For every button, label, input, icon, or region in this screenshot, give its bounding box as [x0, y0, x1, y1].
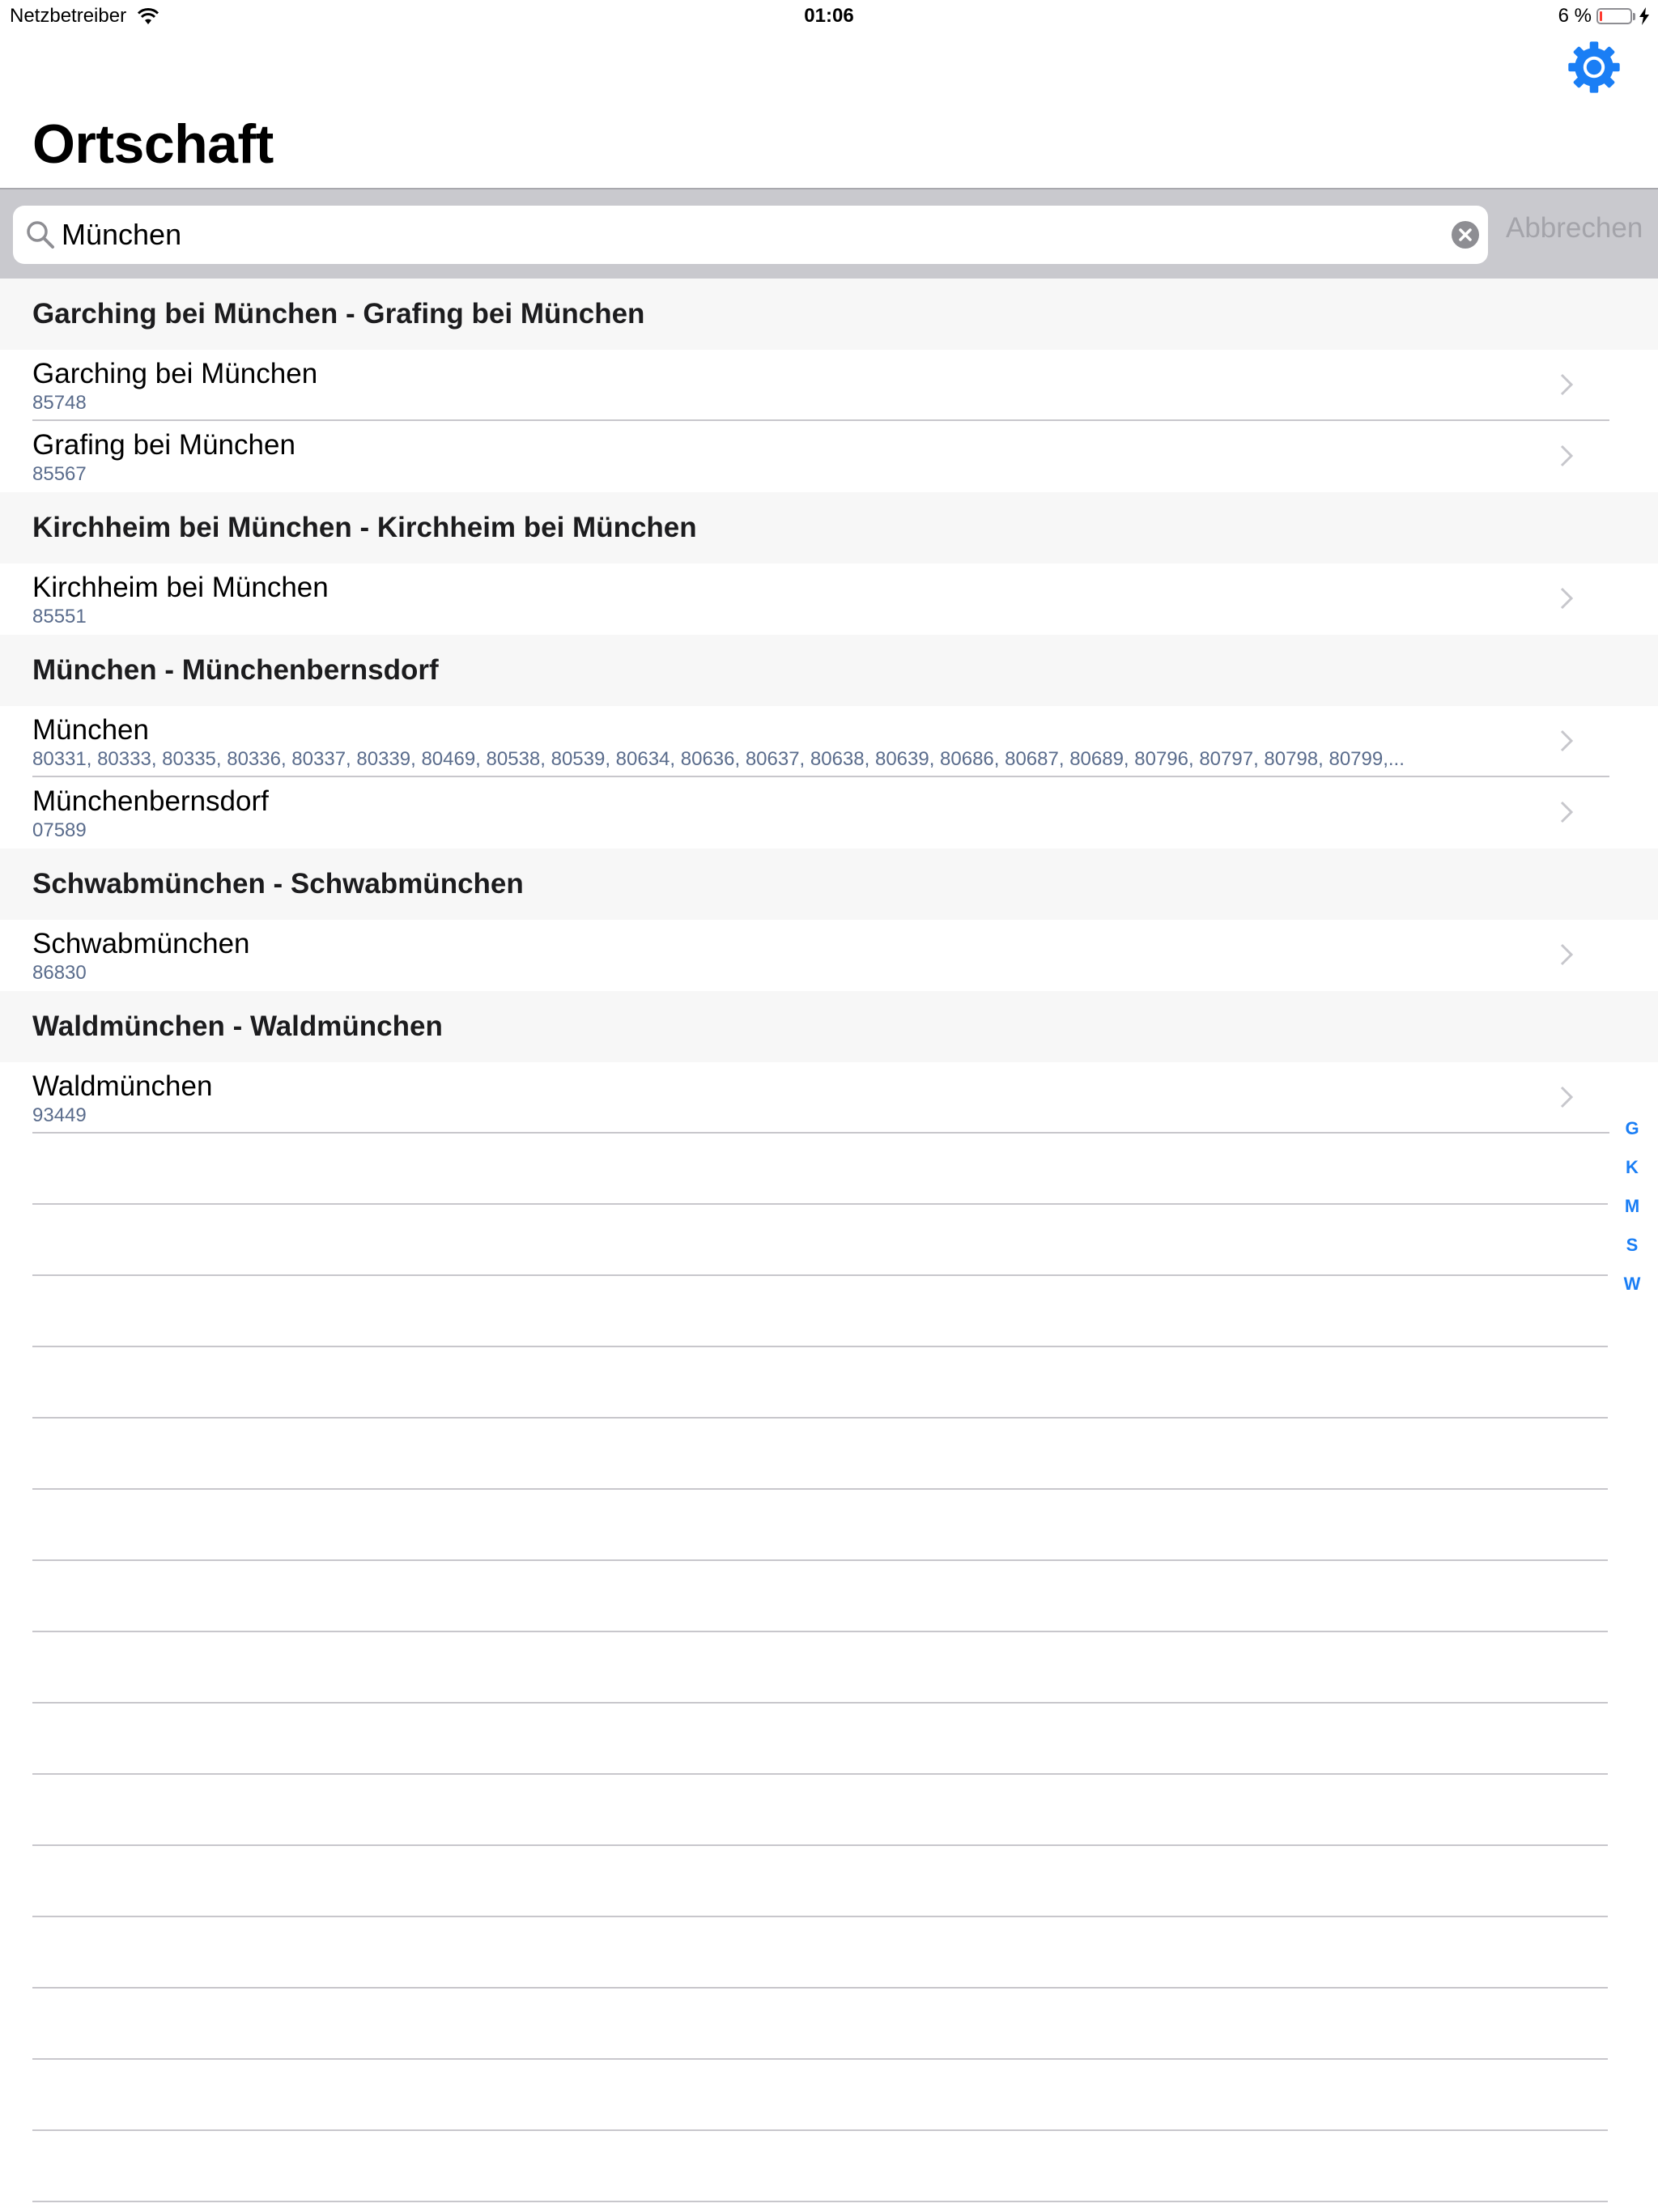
row-title: Garching bei München [32, 358, 318, 389]
list-item[interactable] [0, 350, 1658, 421]
empty-row [0, 1989, 1658, 2060]
list-item[interactable] [0, 920, 1658, 991]
status-time: 01:06 [804, 5, 854, 27]
search-input[interactable] [62, 212, 1438, 257]
empty-row [0, 1846, 1658, 1917]
empty-row [0, 1561, 1658, 1632]
index-letter[interactable]: M [1624, 1196, 1640, 1216]
row-postcode: 86830 [32, 962, 87, 984]
row-postcode: 85567 [32, 463, 87, 485]
section-header: Schwabmünchen - Schwabmünchen [0, 849, 1658, 920]
empty-row [0, 1917, 1658, 1989]
empty-row [0, 1419, 1658, 1490]
page-title: Ortschaft [32, 113, 274, 175]
section-index[interactable] [1614, 1109, 1650, 1304]
carrier-label: Netzbetreiber [10, 5, 127, 27]
empty-row [0, 1490, 1658, 1561]
index-letter[interactable]: S [1626, 1235, 1639, 1255]
empty-row [0, 2131, 1658, 2202]
battery-cap [1633, 13, 1635, 20]
chevron-right-icon [1559, 942, 1574, 967]
chevron-right-icon [1559, 729, 1574, 753]
chevron-right-icon [1559, 800, 1574, 824]
row-postcode: 85551 [32, 606, 87, 627]
row-postcode: 07589 [32, 819, 87, 841]
clear-icon[interactable] [1452, 221, 1479, 249]
row-postcode: 80331, 80333, 80335, 80336, 80337, 80339, 80469, 80538, 80539, 80634, 80636, 80637, 80638, 80639, 80686, 80687, 80689, 80796, 80797, 80798, 80799,... [32, 748, 1405, 770]
list-item[interactable] [0, 777, 1658, 849]
chevron-right-icon [1559, 444, 1574, 468]
row-postcode: 85748 [32, 392, 87, 414]
chevron-right-icon [1559, 1085, 1574, 1109]
row-title: Schwabmünchen [32, 928, 250, 959]
empty-row [0, 2060, 1658, 2131]
row-title: Kirchheim bei München [32, 572, 329, 603]
battery-status [1558, 5, 1650, 28]
battery-percent: 6 % [1558, 5, 1592, 27]
charging-bolt-icon [1639, 7, 1650, 25]
index-letter[interactable]: G [1625, 1118, 1639, 1138]
list-item[interactable] [0, 706, 1658, 777]
row-postcode: 93449 [32, 1104, 87, 1126]
section-header: München - Münchenbernsdorf [0, 635, 1658, 706]
section-header: Garching bei München - Grafing bei München [0, 279, 1658, 350]
empty-row [0, 1632, 1658, 1704]
list-item[interactable] [0, 1062, 1658, 1134]
list-item[interactable] [0, 564, 1658, 635]
section-header: Kirchheim bei München - Kirchheim bei München [0, 492, 1658, 564]
empty-row [0, 1134, 1658, 1205]
row-title: Grafing bei München [32, 429, 295, 461]
index-letter[interactable]: K [1626, 1157, 1639, 1177]
gear-icon[interactable] [1567, 40, 1621, 94]
empty-row [0, 1347, 1658, 1419]
battery-icon [1596, 8, 1632, 24]
search-bar [0, 188, 1658, 279]
chevron-right-icon [1559, 586, 1574, 610]
row-title: Waldmünchen [32, 1070, 213, 1102]
empty-row [0, 1205, 1658, 1276]
row-title: München [32, 714, 149, 746]
battery-level [1600, 11, 1602, 21]
empty-row [0, 1775, 1658, 1846]
search-field[interactable] [13, 206, 1488, 264]
list-item[interactable] [0, 421, 1658, 492]
status-bar [0, 0, 1658, 32]
empty-row [0, 1704, 1658, 1775]
empty-rows [0, 1134, 1658, 2202]
search-icon [24, 219, 57, 251]
chevron-right-icon [1559, 372, 1574, 397]
results-table [0, 279, 1658, 2202]
row-title: Münchenbernsdorf [32, 785, 269, 817]
section-header: Waldmünchen - Waldmünchen [0, 991, 1658, 1062]
empty-row [0, 1276, 1658, 1347]
index-letter[interactable]: W [1623, 1274, 1641, 1294]
cancel-button[interactable]: Abbrechen [1506, 212, 1643, 244]
